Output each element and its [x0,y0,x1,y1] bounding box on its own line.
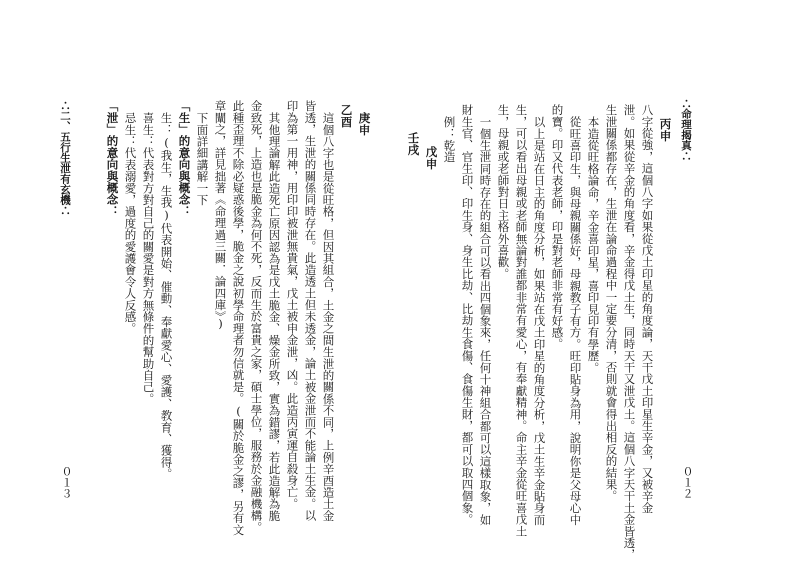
text-column: 印為第一用神，用印印被泄無貴氣，戊土被申金泄，凶。此造丙寅運自殺身亡。 [285,100,300,510]
running-head: ∴二、五行生泄有玄機∴ [59,100,71,216]
text-column: 生泄關係都存在，生泄在論命過程中一定要分清，否則就會得出相反的結果。 [604,104,619,502]
text-column: 這個八字也是從旺格，但因其組合，土金之間生泄的關係不同，上例辛酉造土金 [321,112,336,522]
right-page [397,0,793,561]
text-column: 生：(我生，生我)代表開始、催動、奉獻愛心、愛護、教育、獲得。 [159,112,174,480]
text-column: 生，可以看出母親或老師無論對誰都非常有愛心，有奉獻精神。命主辛金從旺喜戊土 [514,104,529,537]
text-column: 八字從強，這個八字如果從戊土印星的角度論，天干戊土印星生辛金，又被辛金 [640,104,655,514]
page-number: ０１３ [60,466,73,499]
text-column: 戊申 [424,146,439,170]
section-heading: 「生」的意向與概念： [177,100,192,217]
text-column: 從旺喜印生，與母親關係好，母親教子有方。旺印貼身為用，說明你是父母心中 [568,116,583,526]
running-head: ∴命理揭真∴ [680,98,692,161]
text-column: 例：乾造 [442,116,457,163]
text-column: 下面詳細講解一下 [195,112,210,206]
text-column: 壬戌 [406,132,421,156]
text-column: 忌生：代表溺愛，過度的愛護會令人反感。 [123,112,138,335]
section-heading: 「泄」的意向與概念： [105,100,120,217]
left-page [0,0,396,561]
text-column: 丙申 [658,118,673,142]
text-column: 皆透，生泄的關係同時存在。此造透土但未透金，論土被金泄而不能論土生金。以 [303,100,318,522]
text-column: 金致死，上造也是脆金為何不死，反而生於富貴之家，碩士學位，服務於金融機構。 [249,100,264,533]
text-column: 財生官、官生印、印生身、身生比劫、比劫生食傷、食傷生財，都可以取四個象。 [460,104,475,526]
text-column: 的寶。印又代表老師，印是對老師非常有好感。 [550,104,565,350]
text-column: 章闡之，詳見拙著《命理過三關．論四庫》) [213,100,228,331]
text-column: 以上是站在日主的角度分析，如果站在戊土印星的角度分析，戊土生辛金貼身而 [532,116,547,526]
text-column: 本造從旺格論命，辛金喜印星，喜印見印有學歷。 [586,116,601,374]
text-column: 庚申 [357,112,372,136]
text-column: 泄。如果從辛金的角度看，辛金得戊土生，同時天干又泄戊土。這個八字天干土金皆透， [622,104,637,561]
text-column: 乙酉 [339,104,354,128]
page-number: ０１２ [681,466,694,499]
text-column: 一個生泄同時存在的組合可以看出四個象來，任何十神組合都可以這樣取象，如 [478,116,493,526]
text-column: 此種歪理不除必疑惑後學，脆金之說初學命理者勿信就是。(關於脆金之謬，另有文 [231,100,246,536]
text-column: 喜生：代表對方對自己的關愛是對方無條件的幫助自己。 [141,112,156,405]
text-column: 其他理論解此造死亡原因認為是戊土脆金、燥金所致，實為錯謬，若此造解為脆 [267,112,282,522]
text-column: 生，母親或老師對日主格外喜歡。 [496,104,511,280]
